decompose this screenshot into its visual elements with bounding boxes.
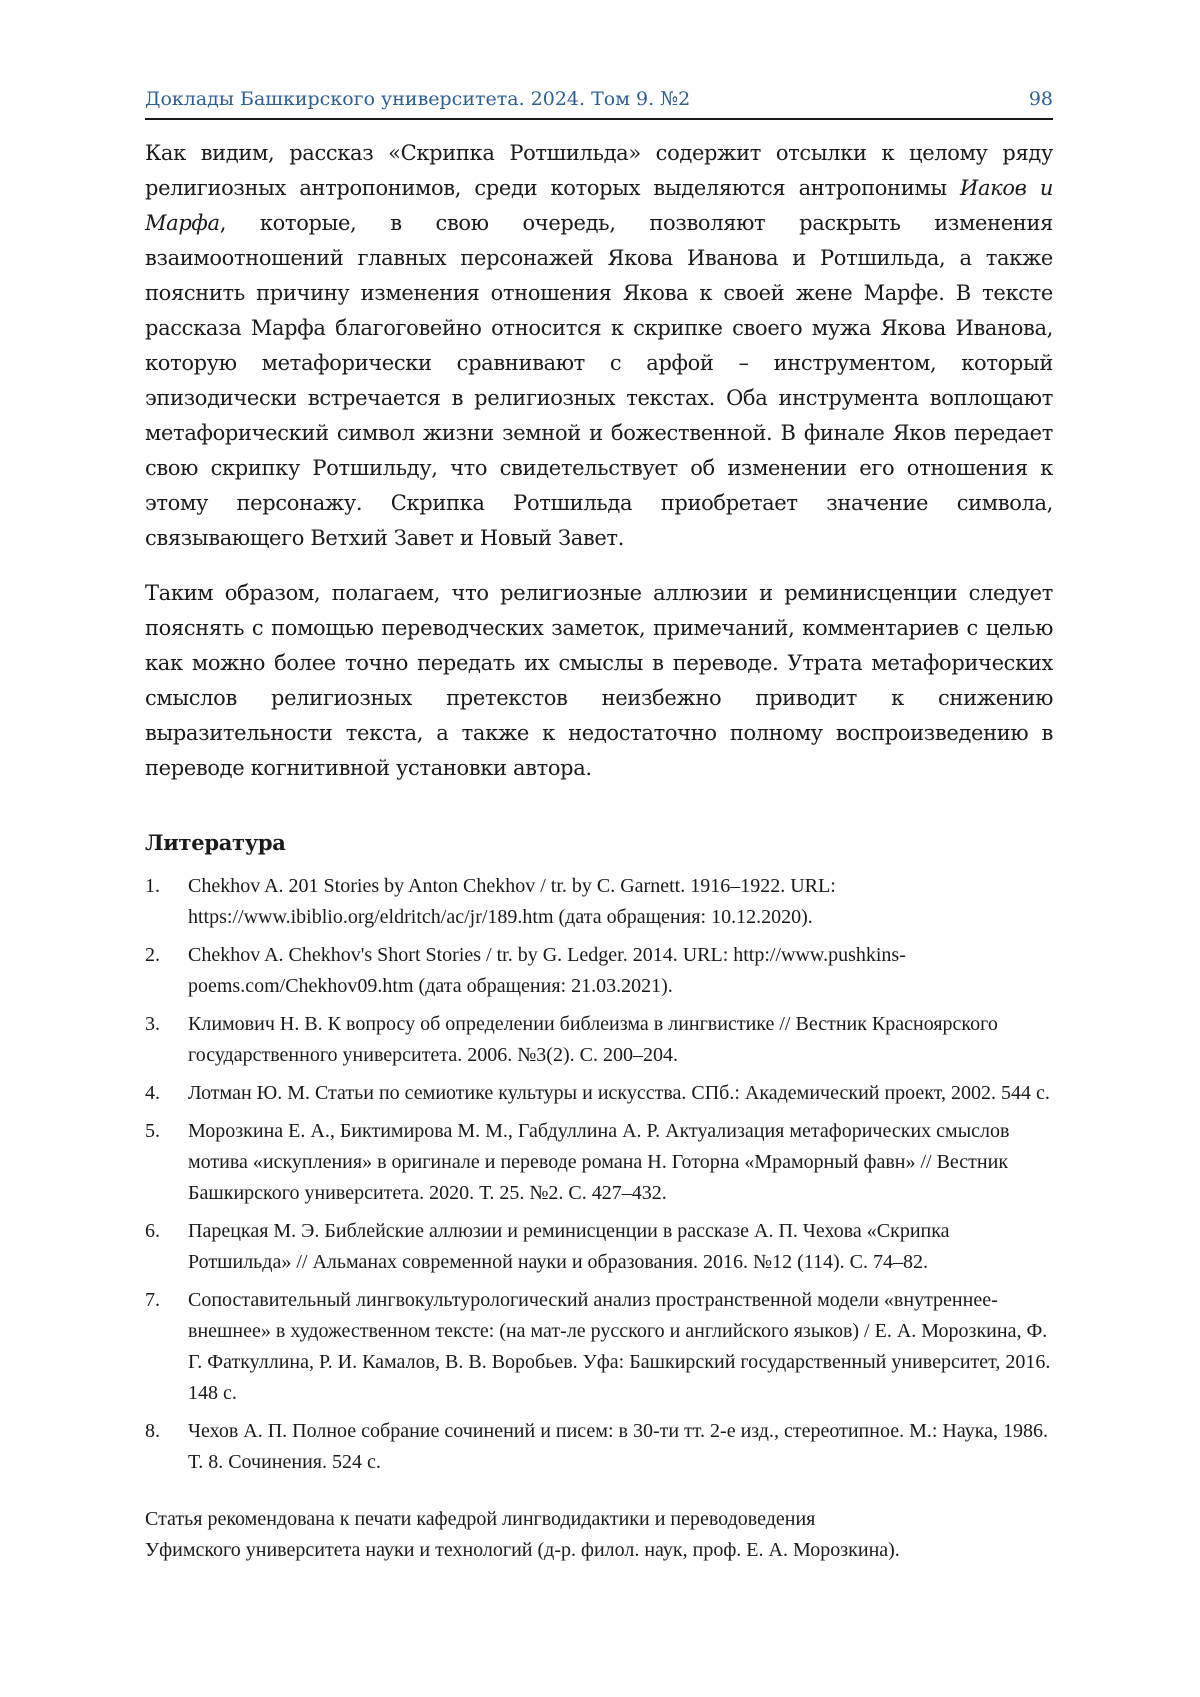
reference-item [145,1078,1053,1109]
reference-item [145,1116,1053,1209]
reference-number: 1. [145,875,160,897]
reference-text: Парецкая М. Э. Библейские аллюзии и реминисценции в рассказе А. П. Чехова «Скрипка Ротшильда» // Альманах современной науки и образования. 2016. №12 (114). С. 74–82. [188,1220,950,1273]
reference-text: Лотман Ю. М. Статьи по семиотике культуры и искусства. СПб.: Академический проект, 2002. 544 с. [188,1082,1050,1104]
reference-item [145,1416,1053,1478]
reference-number: 2. [145,944,160,966]
recommendation-line-2: Уфимского университета науки и технологий (д-р. филол. наук, проф. Е. А. Морозкина). [145,1539,900,1561]
recommendation-note [145,1504,1053,1566]
reference-item [145,1216,1053,1278]
reference-number: 7. [145,1289,160,1311]
reference-item [145,940,1053,1002]
reference-number: 8. [145,1420,160,1442]
page-number: 98 [1028,88,1053,110]
paragraph-2: Таким образом, полагаем, что религиозные аллюзии и реминисценции следует пояснять с помощью переводческих заметок, примечаний, комментариев с целью как можно более точно передать их смыслы в переводе. Утрата метафорических смыслов религиозных претекстов неизбежно приводит к снижению выразительности текста, а также к недостаточно полному воспроизведению в переводе когнитивной установки автора. [145,581,1053,780]
reference-text: Chekhov A. Chekhov's Short Stories / tr. by G. Ledger. 2014. URL: http://www.pushkins-poems.com/Chekhov09.htm (дата обращения: 21.03.2021). [188,944,906,997]
reference-number: 3. [145,1013,160,1035]
page [145,88,1053,1566]
paragraph-1-end: , которые, в свою очередь, позволяют раскрыть изменения взаимоотношений главных персонажей Якова Иванова и Ротшильда, а также пояснить причину изменения отношения Якова к своей жене Марфе. В тексте рассказа Марфа благоговейно относится к скрипке своего мужа Якова Иванова, которую метафорически сравнивают с арфой – инструментом, который эпизодически встречается в религиозных текстах. Оба инструмента воплощают метафорический символ жизни земной и божественной. В финале Яков передает свою скрипку Ротшильду, что свидетельствует об изменении его отношения к этому персонажу. Скрипка Ротшильда приобретает значение символа, связывающего Ветхий Завет и Новый Завет. [145,211,1053,550]
paragraph-1-italic: Иаков и Марфа [145,176,1053,235]
reference-text: Сопоставительный лингвокультурологический анализ пространственной модели «внутреннее-внешнее» в художественном тексте: (на мат-ле русского и английского языков) / Е. А. Морозкина, Ф. Г. Фаткуллина, Р. И. Камалов, В. В. Воробьев. Уфа: Башкирский государственный университет, 2016. 148 с. [188,1289,1051,1404]
reference-number: 6. [145,1220,160,1242]
reference-text: Chekhov A. 201 Stories by Anton Chekhov / tr. by C. Garnett. 1916–1922. URL: https://www.ibiblio.org/eldritch/ac/jr/189.htm (дата обращения: 10.12.2020). [188,875,836,928]
journal-title: Доклады Башкирского университета. 2024. Том 9. №2 [145,88,691,110]
literature-heading: Литература [145,830,286,855]
reference-list [145,871,1053,1478]
recommendation-line-1: Статья рекомендована к печати кафедрой лингводидактики и переводоведения [145,1508,816,1530]
body-text [145,136,1053,786]
reference-text: Морозкина Е. А., Биктимирова М. М., Габдуллина А. Р. Актуализация метафорических смыслов мотива «искупления» в оригинале и переводе романа Н. Готорна «Мраморный фавн» // Вестник Башкирского университета. 2020. Т. 25. №2. С. 427–432. [188,1120,1010,1204]
reference-text: Климович Н. В. К вопросу об определении библеизма в лингвистике // Вестник Красноярского государственного университета. 2006. №3(2). С. 200–204. [188,1013,998,1066]
running-head [145,88,1053,120]
reference-item [145,1285,1053,1409]
reference-number: 4. [145,1082,160,1104]
reference-item [145,871,1053,933]
reference-text: Чехов А. П. Полное собрание сочинений и писем: в 30-ти тт. 2-е изд., стереотипное. М.: Наука, 1986. Т. 8. Сочинения. 524 с. [188,1420,1048,1473]
reference-item [145,1009,1053,1071]
paragraph-1-start: Как видим, рассказ «Скрипка Ротшильда» содержит отсылки к целому ряду религиозных антропонимов, среди которых выделяются антропонимы [145,141,1053,200]
paragraph-1 [145,136,1053,556]
reference-number: 5. [145,1120,160,1142]
